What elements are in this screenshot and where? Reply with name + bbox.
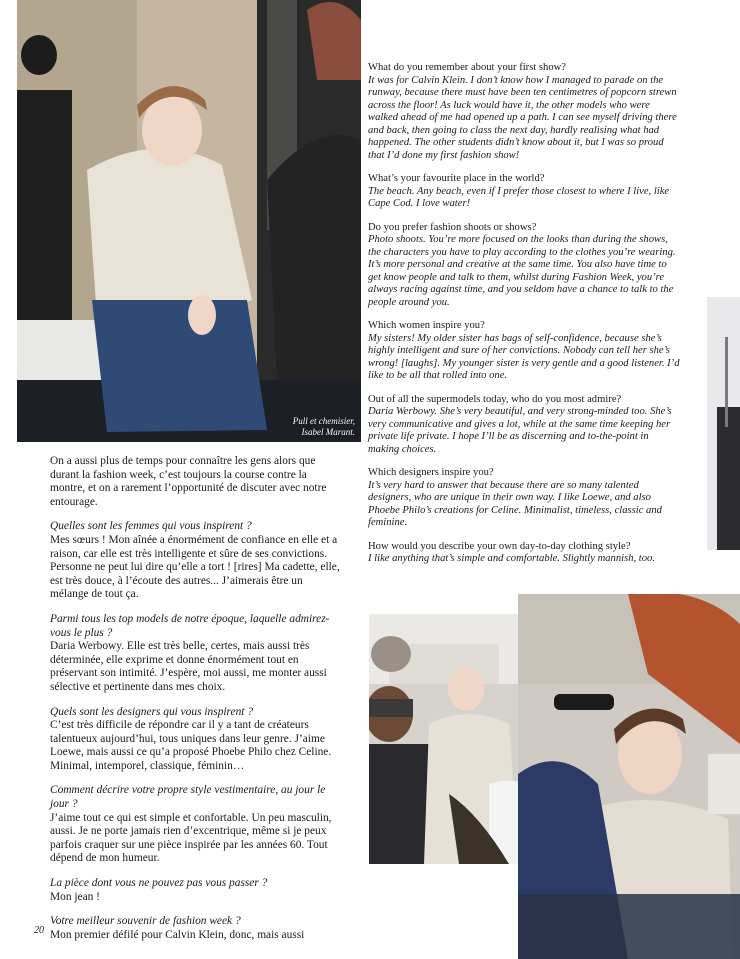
english-column <box>368 62 680 577</box>
english-question: What’s your favourite place in the world? <box>368 173 545 184</box>
english-question: What do you remember about your first show? <box>368 62 566 73</box>
english-answer: Daria Werbowy. She’s very beautiful, and very strong-minded too. She’s very communicative and gives a lot, while at the same time keeping her private life private. I hope I’ll be as discerning and to-the-point in making choices. <box>368 406 672 455</box>
english-answer: My sisters! My older sister has bags of self-confidence, because she’s highly intelligent and sure of her convictions. Nobody can tell her she’s wrong! [laughs]. My younger sister is very gentle and a good listener. I’d like to be all that rolled into one. <box>368 332 680 381</box>
french-qa-item <box>50 520 340 602</box>
french-qa-item <box>50 706 340 774</box>
english-qa-item <box>368 541 680 566</box>
french-answer: J’aime tout ce qui est simple et confortable. Un peu masculin, aussi. Je ne porte jamais rien d’excentrique, même si je peux parfois craquer sur une pièce inspirée par les années 60. Tout dépend de mon humeur. <box>50 811 332 865</box>
english-answer: Photo shoots. You’re more focused on the looks than during the shows, the characters you have to play according to the clothes you’re wearing. It’s more personal and creative at the same time. You also have time to get know people and talk to them, whilst during Fashion Week, you’re always racing against time, and you seldom have a chance to talk to the people around you. <box>368 234 676 308</box>
french-question: La pièce dont vous ne pouvez pas vous passer ? <box>50 877 268 890</box>
english-answer: It was for Calvin Klein. I don’t know how I managed to parade on the runway, because there must have been ten centimetres of popcorn strewn across the floor! As luck would have it, the other models who were walked ahead of me had opened up a path. I can see myself driving there and back, then going to class the next day, hardly realising what had happened. The other students didn’t know about it, but I was so proud that I’d done my first fashion show! <box>368 74 677 161</box>
english-question: Do you prefer fashion shoots or shows? <box>368 221 537 233</box>
model-laughing-illustration <box>17 0 361 442</box>
english-qa-item <box>368 394 680 457</box>
photo-caption: Pull et chemisier, Isabel Marant. <box>292 416 355 437</box>
page-number: 20 <box>34 925 44 936</box>
english-answer: I like anything that’s simple and comfortable. Slightly mannish, too. <box>368 553 655 564</box>
french-question: Quels sont les designers qui vous inspirent ? <box>50 705 254 718</box>
english-qa-item <box>368 222 680 310</box>
english-question: Which designers inspire you? <box>368 467 494 478</box>
french-answer: C’est très difficile de répondre car il y a tant de créateurs talentueux aujourd’hui, tous uniques dans leur genre. J’aime Loewe, mais aussi ce qu’a proposé Phoebe Philo chez Celine. Minimal, intemporel, classique, féminin… <box>50 719 332 772</box>
english-qa-item <box>368 62 680 162</box>
french-answer: Mes sœurs ! Mon aînée a énormément de confiance en elle et a raison, car elle est très intelligente et sûre de ses convictions. Personne ne peut lui dire qu’elle a tort ! [rires] Ma cadette, elle, est très douce, à l’écoute des autres... J’aimerais être un mélange de tout ça. <box>50 533 340 601</box>
french-qa-item <box>50 613 340 695</box>
english-qa-item <box>368 320 680 383</box>
english-answer: It’s very hard to answer that because there are so many talented designers, who are unique in their own way. I like Loewe, and also Phoebe Philo’s creations for Celine. Minimalist, timeless, classic and feminine. <box>368 479 662 528</box>
english-qa-item <box>368 467 680 530</box>
french-question: Parmi tous les top models de notre époque, laquelle admirez-vous le plus ? <box>50 612 330 639</box>
model-makeup-illustration <box>518 594 740 959</box>
french-qa-item <box>50 784 340 866</box>
french-column <box>50 455 340 953</box>
english-answer: The beach. Any beach, even if I prefer those closest to where I live, like Cape Cod. I love water! <box>368 185 670 209</box>
french-question: Votre meilleur souvenir de fashion week ? <box>50 915 241 928</box>
english-qa-item <box>368 173 680 211</box>
english-question: Out of all the supermodels today, who do you most admire? <box>368 393 622 405</box>
french-answer: Mon premier défilé pour Calvin Klein, donc, mais aussi <box>50 928 305 941</box>
main-photo <box>17 0 361 442</box>
french-answer: Daria Werbowy. Elle est très belle, certes, mais aussi très déterminée, elle exprime et donne énormément tout en préservant son intimité. J’espère, moi aussi, me monter aussi sélective et pertinente dans mes choix. <box>50 640 327 693</box>
backstage-edge-illustration <box>707 297 740 550</box>
english-question: Which women inspire you? <box>368 320 485 331</box>
english-question: How would you describe your own day-to-day clothing style? <box>368 540 631 552</box>
french-question: Quelles sont les femmes qui vous inspirent ? <box>50 520 252 533</box>
edge-photo <box>707 297 740 550</box>
french-intro: On a aussi plus de temps pour connaître les gens alors que durant la fashion week, c’est toujours la course contre la montre, et on a rarement l’opportunité de discuter avec notre entourage. <box>50 455 327 508</box>
french-question: Comment décrire votre propre style vestimentaire, au jour le jour ? <box>50 784 326 811</box>
french-answer: Mon jean ! <box>50 890 100 903</box>
french-qa-item <box>50 877 340 904</box>
makeup-photo <box>518 594 740 959</box>
french-qa-item <box>50 915 340 942</box>
